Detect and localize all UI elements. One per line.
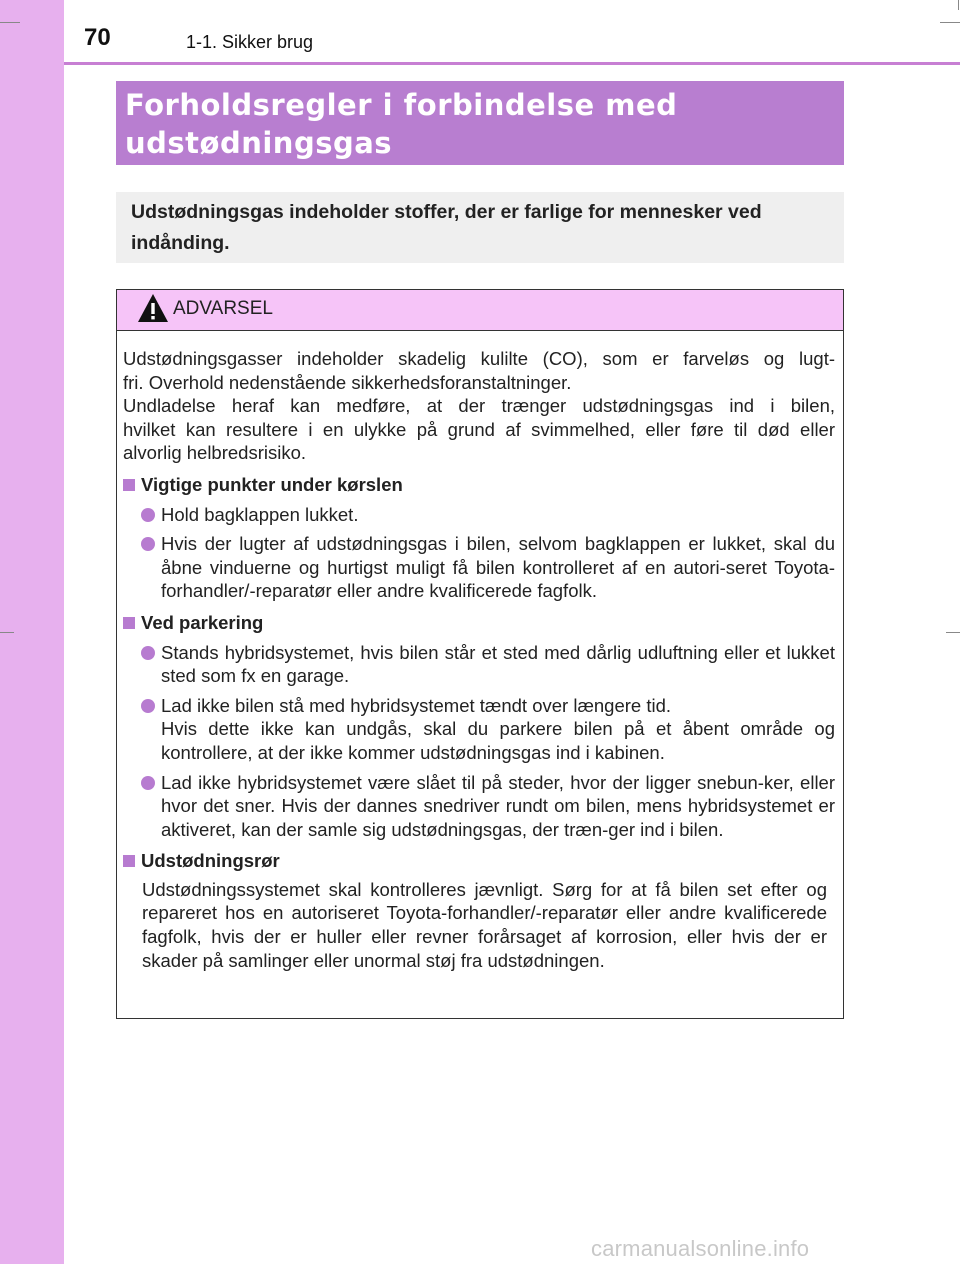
list-item-text: Lad ikke hybridsystemet være slået til på steder, hvor der ligger snebun-ker, eller hvor det sner. Hvis der dannes snedriver rundt om bilen, mens hybridsystemet er aktiveret, kan der samle sig udstødningsgas, der træn-ger ind i bilen.	[161, 771, 835, 840]
exhaust-pipe-text: Udstødningssystemet skal kontrolleres jævnligt. Sørg for at få bilen set efter og repareret hos en autoriseret Toyota-forhandler/-reparatør eller andre kvalificerede fagfolk, hvis der er huller eller revner forårsaget af korrosion, eller hvis der er skader på samlinger eller unormal støj fra udstødningen.	[142, 878, 827, 971]
intro-text: Udstødningsgas indeholder stoffer, der er farlige for mennesker ved indånding.	[131, 201, 762, 254]
page-number: 70	[84, 24, 111, 51]
watermark: carmanualsonline.info	[591, 1236, 810, 1261]
warning-intro-line: Undladelse heraf kan medføre, at der trænger udstødningsgas ind i bilen,	[123, 395, 835, 417]
list-item	[141, 771, 835, 842]
crop-mark	[0, 632, 14, 633]
circle-bullet-icon	[141, 699, 155, 713]
warning-label: ADVARSEL	[173, 298, 273, 319]
list-item-text	[161, 694, 835, 765]
circle-bullet-icon	[141, 508, 155, 522]
header-rule	[64, 62, 960, 65]
square-bullet-icon	[123, 617, 135, 629]
warning-body	[117, 331, 843, 972]
circle-bullet-icon	[141, 537, 155, 551]
subheading-exhaust-pipe	[123, 849, 835, 873]
warning-triangle-icon	[137, 293, 169, 323]
page-title	[125, 86, 835, 162]
list-item-text: Hold bagklappen lukket.	[161, 503, 359, 525]
square-bullet-icon	[123, 855, 135, 867]
warning-intro-line: Udstødningsgasser indeholder skadelig kulilte (CO), som er farveløs og lugt-	[123, 348, 835, 369]
warning-box	[116, 289, 844, 1019]
subheading-text: Udstødningsrør	[141, 850, 280, 872]
warning-header	[117, 290, 843, 331]
list-item	[141, 694, 835, 765]
warning-intro	[123, 347, 835, 465]
title-box	[116, 81, 844, 165]
crop-mark	[0, 22, 20, 23]
list-item	[141, 503, 835, 527]
list-item	[141, 532, 835, 603]
crop-mark	[946, 632, 960, 633]
circle-bullet-icon	[141, 646, 155, 660]
title-line-1: Forholdsregler i forbindelse med	[125, 88, 678, 122]
warning-intro-line: alvorlig helbredsrisiko.	[123, 442, 307, 464]
list-item-text: Hvis der lugter af udstødningsgas i bilen, selvom bagklappen er lukket, skal du åbne vinduerne og hurtigst muligt få bilen kontrolleret af en autori-seret Toyota-forhandler/-reparatør eller andre kvalificerede fagfolk.	[161, 533, 835, 602]
section-label: 1-1. Sikker brug	[186, 32, 314, 52]
square-bullet-icon	[123, 479, 135, 491]
warning-intro-line: fri. Overhold nedenstående sikkerhedsforanstaltninger.	[123, 371, 572, 393]
list-item	[141, 641, 835, 688]
subheading-text: Ved parkering	[141, 611, 264, 633]
title-line-2: udstødningsgas	[125, 126, 393, 160]
list-item-line: Lad ikke bilen stå med hybridsystemet tændt over længere tid.	[161, 694, 672, 716]
list-item-text: Stands hybridsystemet, hvis bilen står et sted med dårlig udluftning eller et lukket sted som fx en garage.	[161, 641, 835, 687]
crop-mark	[940, 22, 960, 23]
circle-bullet-icon	[141, 776, 155, 790]
warning-intro-line: hvilket kan resultere i en ulykke på grund af svimmelhed, eller føre til død eller	[123, 418, 835, 440]
crop-mark	[958, 0, 959, 10]
intro-box	[116, 192, 844, 263]
subheading-driving	[123, 473, 835, 497]
subheading-text: Vigtige punkter under kørslen	[141, 473, 403, 495]
subheading-parking	[123, 611, 835, 635]
list-item-line: Hvis dette ikke kan undgås, skal du parkere bilen på et åbent område og kontrollere, at der ikke kommer udstødningsgas ind i kabinen.	[161, 718, 835, 763]
